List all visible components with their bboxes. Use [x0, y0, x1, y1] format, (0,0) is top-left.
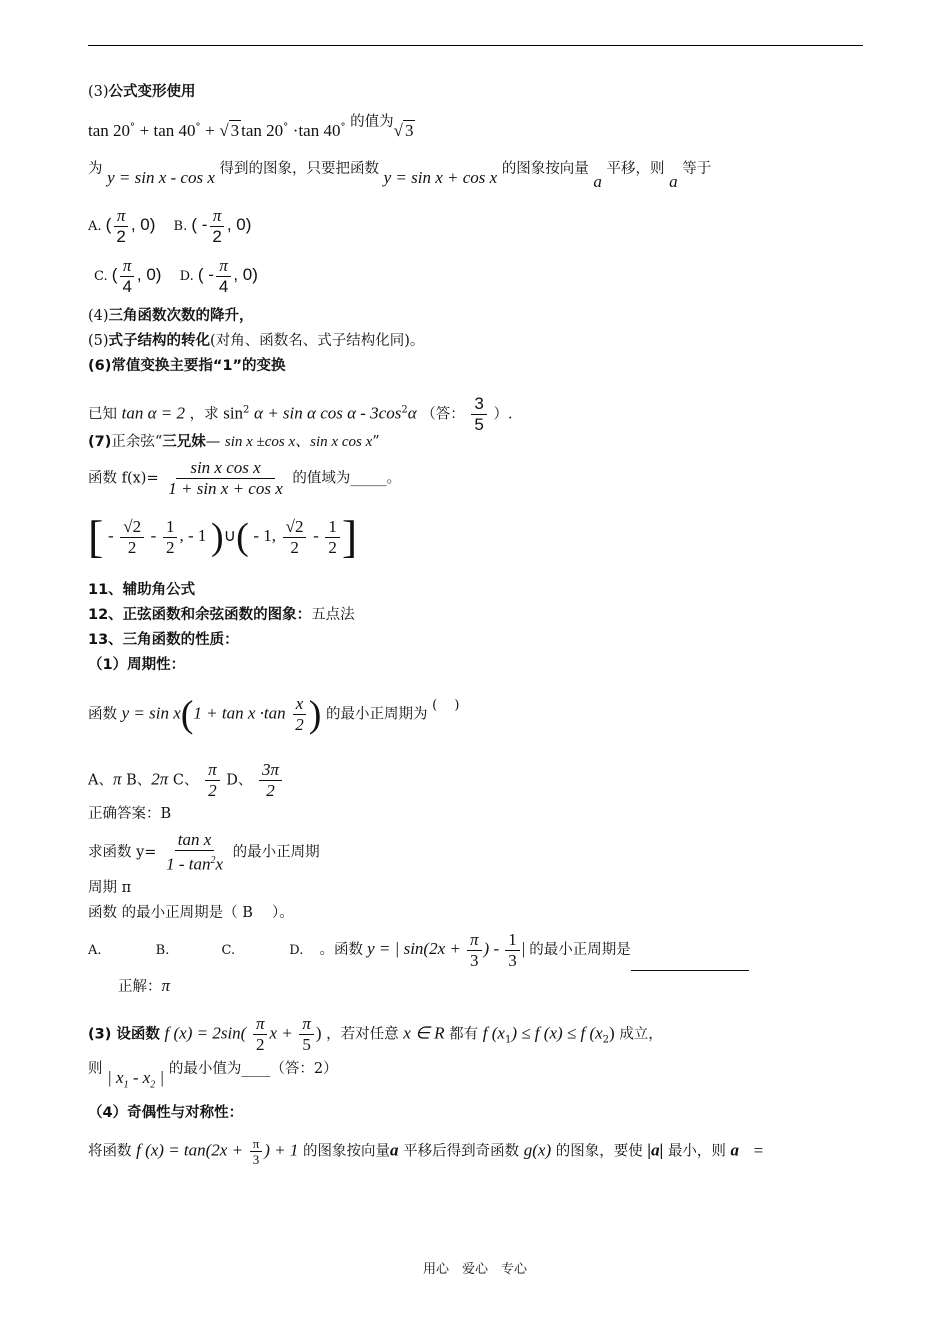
degree: ° [340, 122, 346, 133]
minus: - [107, 526, 114, 545]
bracket: [ [88, 511, 104, 562]
frac-answer [471, 394, 486, 435]
subscript: 2 [602, 1034, 610, 1046]
heading-11: 11、辅助角公式 [88, 582, 196, 598]
math-expr: y = sin x [121, 703, 181, 723]
numerator: π [114, 206, 129, 227]
text: 的最小正周期为 [326, 706, 428, 723]
options-ab [88, 206, 251, 247]
minus: - [313, 526, 319, 545]
text: ，求 [189, 406, 219, 423]
math-expr: | x [107, 1068, 124, 1087]
text: (3) 设函数 [88, 1026, 160, 1043]
text: 。函数 [319, 942, 363, 958]
text: 正解： [118, 979, 162, 995]
period-options-1 [88, 760, 284, 801]
option-label: A. [88, 943, 102, 958]
exponent: 2 [401, 404, 408, 416]
math-expr: |a| [647, 1140, 664, 1160]
section-number: (5) [88, 333, 109, 349]
math-term: ·tan 40 [292, 120, 341, 140]
text: 的图象按向量 [303, 1143, 391, 1160]
text: 的图象按向量 [501, 161, 589, 177]
frac-pi-2 [209, 206, 224, 247]
text: 已知 [88, 406, 117, 423]
math-expr: f (x [482, 1023, 505, 1043]
text: ” [372, 434, 380, 450]
section-note: (对角、函数名、式子结构化同)。 [210, 333, 425, 349]
denominator: 2 [212, 227, 222, 246]
frac-sqrt2-2: $\frac{√2}{2}$ [283, 517, 307, 558]
math-expr: ) - [483, 939, 500, 958]
range-question [88, 458, 401, 499]
numerator: π [250, 1136, 263, 1152]
numerator: π [216, 256, 231, 277]
frac-pi-2 [253, 1014, 268, 1055]
question-sin-bound: (3) 设函数 f (x) = 2sin( $\frac{\pi}{2}$ x + $\frac{\pi}{5}$ ) ，若对任意 x ∈ R 都有 f $(x_1) \le f$ (x) ≤ f $(x_2)$ 成立， [88, 1014, 663, 1054]
math-term: - 1, [253, 526, 277, 545]
exponent: 2 [243, 404, 250, 416]
option-label: D、 [226, 772, 253, 789]
text: 求函数 y= [88, 844, 157, 861]
denominator: 4 [218, 277, 229, 296]
option-label: D. [289, 943, 304, 958]
radicand: 3 [404, 120, 414, 140]
math-expr: - x [132, 1068, 151, 1087]
frac-pi-4 [216, 256, 231, 297]
denominator: 5 [302, 1035, 311, 1054]
section-6-heading: (6)常值变换主要指“1”的变换 [88, 358, 286, 374]
math-var: a [669, 172, 678, 191]
frac-sqrt2-2: $\frac{√2}{2}$ [120, 517, 144, 558]
numerator: 3π [259, 760, 282, 781]
vector-a: a [730, 1140, 740, 1160]
frac-pi-2 [113, 206, 128, 247]
numerator: x [293, 694, 307, 715]
denominator: 2 [328, 537, 337, 557]
option-value: π [112, 769, 122, 789]
text: 的值为 [350, 113, 394, 130]
math-expr: x ∈ R [403, 1023, 445, 1043]
option-label: A、 [88, 772, 113, 789]
numerator: π [205, 760, 220, 781]
formula-line-tan [88, 113, 415, 142]
numerator: π [210, 206, 225, 227]
math-expr: sin [223, 403, 244, 423]
text: 最小，则 [667, 1143, 726, 1160]
numerator: 1 [325, 517, 340, 538]
tail: , 0) [130, 215, 156, 234]
subscript: 2 [150, 1079, 156, 1091]
text: 的图象，要使 [555, 1143, 643, 1160]
section-title: 式子结构的转化 [108, 333, 211, 349]
math-expr: y = | sin(2x + [367, 939, 461, 958]
heading-periodicity: （1）周期性： [88, 657, 186, 673]
frac-1-2 [325, 517, 340, 558]
option-label: A. [88, 219, 102, 234]
subscript: 1 [504, 1034, 512, 1046]
header-rule [88, 45, 863, 46]
numerator: 1 [163, 517, 178, 538]
math-term: , - 1 [179, 526, 207, 545]
paren: ( - [197, 265, 214, 284]
option-label: B. [173, 219, 188, 234]
numerator: 1 [505, 930, 520, 951]
text: 三兄妹 [162, 434, 206, 450]
option-label: C. [221, 943, 236, 958]
section-7-heading [88, 432, 380, 452]
denominator: 5 [474, 415, 484, 434]
text: 则 [88, 1061, 103, 1077]
text: 函数 f(x)= [88, 470, 159, 487]
correct-answer: 正确答案：B [88, 806, 172, 822]
text: 五点法 [311, 607, 355, 623]
answer-blank [631, 970, 749, 971]
subscript: 1 [123, 1079, 129, 1091]
paren: ( [111, 265, 118, 284]
math-term: + tan 40 [139, 120, 196, 140]
tail: , 0) [233, 265, 258, 284]
denominator: 1 - tan [166, 854, 211, 874]
denominator: 3 [252, 1152, 260, 1167]
text: 平移后得到奇函数 [403, 1143, 520, 1160]
option-label: D. [179, 269, 194, 284]
frac-x-2 [292, 694, 307, 735]
page-footer: 用心 爱心 专心 [422, 1262, 527, 1277]
degree: ° [195, 122, 201, 133]
math-expr: f (x) = 2sin( [164, 1023, 247, 1043]
math-var: a [593, 172, 602, 191]
numerator: π [467, 930, 482, 951]
frac-3pi-2 [259, 760, 282, 801]
radicand: 2 [132, 516, 142, 536]
answer-blank: ( ) [432, 697, 460, 713]
math-expr: y = sin x + cos x [383, 168, 498, 187]
equals: = [753, 1140, 764, 1160]
paren: ( - [191, 215, 208, 234]
text: （答： [421, 406, 465, 423]
numerator: π [120, 256, 135, 277]
section-number: (3) [88, 84, 109, 100]
section-3-heading [88, 82, 196, 102]
denominator: 3 [470, 951, 479, 970]
frac-1-2 [163, 517, 178, 558]
denominator: 2 [290, 537, 299, 557]
math-expr: α [407, 403, 417, 423]
text: 等于 [682, 161, 712, 177]
tail: , 0) [226, 215, 252, 234]
text: 的最小正周期 [232, 844, 320, 861]
frac-pi-2 [205, 760, 220, 801]
denominator: x [215, 854, 223, 874]
question-odd-function [88, 1136, 763, 1167]
option-label: B、 [126, 772, 152, 789]
numerator: sin x cos x [176, 458, 274, 479]
heading-12 [88, 605, 355, 625]
numerator: 3 [471, 394, 486, 415]
frac-tan [163, 830, 226, 875]
text: 将函数 [88, 1143, 132, 1160]
exponent: 2 [210, 855, 216, 866]
math-expr: x + [269, 1023, 293, 1043]
option-value: 2π [151, 769, 169, 789]
math-expr: 1 + tan x ·tan [193, 703, 286, 723]
period-answer: 周期 π [88, 880, 132, 896]
math-var: π [161, 976, 171, 995]
denominator: 2 [295, 715, 304, 734]
period-options-3: A. B. C. D. 。函数 y = | sin(2x + $\frac{\pi}{3}$ ) - $\frac{1}{3}$ | 的最小正周期是 [88, 930, 749, 971]
math-expr: g(x) [523, 1140, 552, 1160]
text: — [205, 434, 221, 450]
text: ，若对任意 [326, 1026, 399, 1043]
math-expr: α + sin α cos α - 3cos [254, 403, 402, 423]
text: 正余弦“ [111, 434, 163, 450]
text: 函数 [88, 706, 117, 723]
math-expr: tan α = 2 [121, 403, 185, 423]
text: 的最小正周期是 [529, 942, 631, 958]
math-expr: ) + 1 [264, 1140, 299, 1160]
text: 平移，则 [606, 161, 665, 177]
bracket: ] [341, 511, 358, 562]
option-label: C、 [172, 772, 199, 789]
degree: ° [130, 122, 136, 133]
heading-parity: （4）奇偶性与对称性： [88, 1105, 244, 1121]
sqrt-3-answer: √ 3 [393, 120, 414, 140]
frac-1-3 [505, 930, 520, 971]
denominator: 2 [255, 1035, 265, 1054]
heading-text: 12、正弦函数和余弦函数的图象： [88, 607, 312, 623]
section-5-heading [88, 331, 424, 351]
text: ）. [493, 406, 513, 423]
degree: ° [283, 122, 289, 133]
text: 都有 [449, 1026, 479, 1043]
vector-a: a [390, 1140, 399, 1160]
options-cd [94, 256, 258, 297]
radicand: 2 [294, 516, 304, 536]
tail: , 0) [136, 265, 162, 284]
period-solution [118, 976, 170, 997]
denominator: 2 [266, 781, 275, 800]
math-expr: y = sin x - cos x [107, 168, 215, 187]
text: 的值域为_____。 [292, 470, 402, 487]
section-number: (7) [88, 434, 112, 450]
heading-13: 13、三角函数的性质： [88, 632, 239, 648]
text: 的最小值为____（答：2） [168, 1061, 338, 1077]
denominator: 2 [116, 227, 126, 246]
math-term: + [205, 120, 215, 140]
paren: ( [105, 215, 112, 234]
math-expr: f (x) = tan(2x + [136, 1140, 244, 1160]
math-term: tan 20 [88, 120, 131, 140]
numerator: π [253, 1014, 268, 1035]
period-question-3: 函数 的最小正周期是（ B ）。 [88, 905, 294, 921]
section-4-heading [88, 306, 254, 326]
minus: - [150, 526, 157, 545]
frac-pi-4 [119, 256, 134, 297]
section-title: 三角函数次数的降升， [108, 308, 254, 324]
option-label: C. [94, 269, 108, 284]
section-number: (4) [88, 308, 109, 324]
denominator: 3 [508, 951, 517, 970]
frac-pi-3 [467, 930, 482, 971]
question-min-diff: 则 | $x_1 - x_2$ | 的最小值为____（答：2） [88, 1061, 338, 1091]
numerator: π [299, 1014, 314, 1035]
math-expr: sin x ±cos x、sin x cos x [224, 434, 373, 450]
denominator: 2 [208, 781, 217, 800]
math-expr: ) ≤ f (x) ≤ f (x [511, 1023, 603, 1043]
text: 得到的图象，只要把函数 [219, 161, 379, 177]
example-tan-alpha [88, 394, 513, 435]
section-title: 公式变形使用 [108, 84, 196, 100]
sqrt-3: √ 3 [219, 120, 240, 140]
union: ∪ [223, 526, 237, 545]
radicand: 3 [230, 120, 240, 140]
denominator: 4 [122, 277, 132, 296]
frac-pi-3 [250, 1136, 263, 1167]
range-answer: [ - $\frac{√2}{2}$ - $\frac{1}{2}$ , - 1 )∪( - 1, $\frac{√2}{2}$ - $\frac{1}{2}$ ] [88, 511, 358, 562]
denominator: 1 + sin x + cos x [168, 479, 283, 498]
text: 为 [88, 161, 103, 177]
option-label: B. [155, 943, 170, 958]
denominator: 2 [127, 537, 137, 557]
frac-function [165, 458, 286, 499]
numerator: tan x [175, 830, 215, 851]
math-term: tan 20 [241, 120, 284, 140]
frac-pi-5 [299, 1014, 314, 1055]
text: 成立， [619, 1026, 663, 1043]
period-question-2 [88, 830, 320, 875]
period-question-1: 函数 y = sin x(1 + tan x ·tan $\frac{x}{2}$ ) 的最小正周期为 ( ) [88, 693, 460, 736]
translation-question [88, 158, 712, 191]
denominator: 2 [165, 537, 175, 557]
